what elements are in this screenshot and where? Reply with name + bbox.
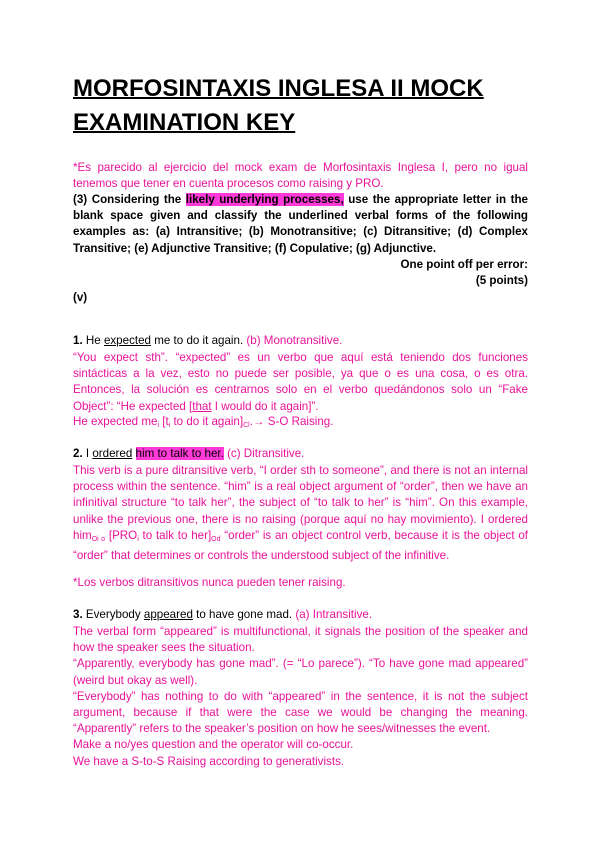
item-v-label: (v) (73, 291, 88, 304)
document-title (73, 72, 533, 140)
underlined-verb: expected (103, 334, 151, 347)
question-2-explanation: This verb is a pure ditransitive verb, “I order sth to someone”, and there is not an internal process within the sentence. “him” is a real object argument of “order”, then we have an infinitival structure “to talk her”, the subject of “to talk to her” is “him”. On this example, unlike the previous one, there is no raising (porque aquí no hay movimiento). I ordered him$_{Oi o}$ [$PRO_i$ to talk to $her]_{Od}$ “order” is an object control verb, because it is the object of “order” that determines or controls the understood subject of the infinitive. (73, 464, 528, 563)
underlined-verb: appeared (143, 608, 193, 621)
answer: (a) Intransitive. (292, 608, 373, 621)
scoring-line-1: One point off per error: (400, 258, 528, 271)
question-1-explanation: “You expect sth”. “expected” es un verbo que aquí está teniendo dos funciones sintácticas a la vez, esto no puede ser posible, ya que o es una cosa, o es otra. Entonces, la solución es centrarnos solo en el verbo quedándonos solo un “Fake Object”: “He expected [that I would do it again]”. (73, 351, 528, 413)
question-number: 1. (73, 334, 83, 347)
paragraph: The verbal form “appeared” is multifunctional, it signals the position of the speaker and how the speaker sees the situation. (73, 625, 528, 655)
question-1: 1. He expected me to do it again. (b) Monotransitive. (73, 334, 343, 347)
title-line-2: EXAMINATION KEY (73, 109, 296, 136)
question-2: 2. I ordered him to talk to her. (c) Ditransitive. (73, 447, 305, 460)
intro-note: *Es parecido al ejercicio del mock exam de Morfosintaxis Inglesa I, pero no igual tenemos que tener en cuenta procesos como raising y PRO. (73, 161, 528, 191)
question-3-explanation (73, 624, 528, 770)
instructions: (3) Considering the likely underlying processes, use the appropriate letter in the blank space given and classify the underlined verbal forms of the following examples as: (a) Intransitive; (b) Monotransitive; (c) Ditransitive; (d) Complex Transitive; (e) Adjunctive Transitive; (f) Copulative; (g) Adjunctive. (73, 193, 528, 255)
underlined-verb: ordered (92, 447, 133, 460)
paragraph: “Everybody” has nothing to do with “appeared” in the sentence, it is not the subject argument, because if that were the case we would be changing the meaning. “Apparently” refers to the speaker’s position on how he sees/witnesses the event. (73, 689, 528, 736)
highlight-him: him (135, 447, 155, 460)
question-3: 3. Everybody appeared to have gone mad. (a) Intransitive. (73, 608, 373, 621)
scoring-line-2: (5 points) (475, 274, 528, 287)
paragraph: We have a S-to-S Raising according to generativists. (73, 754, 345, 768)
question-number: 2. (73, 447, 83, 460)
highlight-underlying-processes: likely underlying processes, (185, 193, 344, 206)
answer: (c) Ditransitive. (223, 447, 305, 460)
question-2-note: *Los verbos ditransitivos nunca pueden tener raising. (73, 576, 346, 589)
paragraph: “Apparently, everybody has gone mad”. (= “Lo parece”). “To have gone mad appeared” (weird but okay as well). (73, 657, 528, 687)
title-line-1: MORFOSINTAXIS INGLESA II MOCK (73, 75, 484, 102)
paragraph: Make a no/yes question and the operator will co-occur. (73, 738, 354, 752)
highlight-phrase: to talk to her. (154, 447, 224, 460)
question-number: 3. (73, 608, 83, 621)
answer: (b) Monotransitive. (243, 334, 343, 347)
question-1-analysis: He expected $me_i$ [$t_i$ to do it $again]_{Cl}.\to S-O$ Raising. (73, 415, 334, 429)
